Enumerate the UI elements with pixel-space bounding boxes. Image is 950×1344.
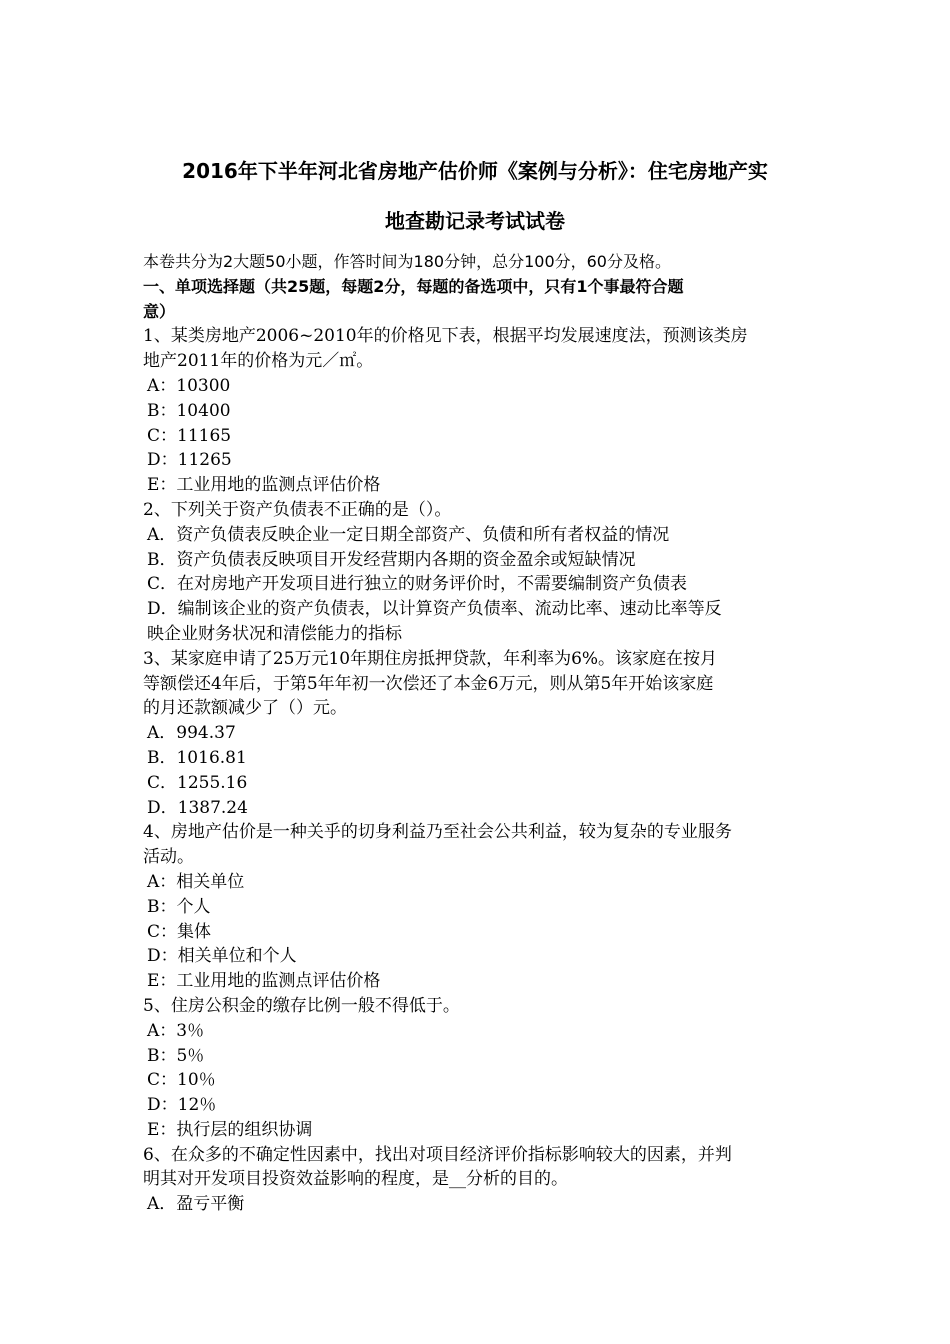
answer-option: A：3％	[147, 1020, 205, 1041]
answer-option: E：工业用地的监测点评估价格	[147, 971, 381, 992]
answer-option: E：工业用地的监测点评估价格	[147, 475, 381, 496]
answer-option: A．994.37	[147, 723, 236, 744]
question-4	[143, 820, 815, 994]
document-title-line-1: 2016年下半年河北省房地产估价师《案例与分析》：住宅房地产实	[182, 159, 768, 183]
answer-option: C：集体	[147, 921, 212, 942]
question-text: 6、在众多的不确定性因素中，找出对项目经济评价指标影响较大的因素，并判	[143, 1144, 732, 1165]
answer-option: A：相关单位	[147, 871, 245, 892]
answer-option: C．在对房地产开发项目进行独立的财务评价时，不需要编制资产负债表	[147, 574, 688, 595]
exam-intro: 本卷共分为2大题50小题，作答时间为180分钟，总分100分，60分及格。	[143, 252, 671, 271]
question-1	[143, 324, 815, 498]
answer-option: D：11265	[147, 450, 232, 471]
answer-option: C：10％	[147, 1070, 216, 1091]
answer-option: C：11165	[147, 425, 232, 446]
answer-option: D：相关单位和个人	[147, 946, 297, 967]
question-6	[143, 1143, 815, 1217]
answer-option: C．1255.16	[147, 772, 248, 793]
question-text: 的月还款额减少了（）元。	[143, 698, 347, 719]
answer-option: B．资产负债表反映项目开发经营期内各期的资金盈余或短缺情况	[147, 549, 636, 570]
question-text: 地产2011年的价格为元／㎡。	[143, 351, 374, 372]
section-heading-line-1: 一、单项选择题（共25题，每题2分，每题的备选项中，只有1个事最符合题	[143, 276, 684, 296]
question-text: 1、某类房地产2006~2010年的价格见下表，根据平均发展速度法，预测该类房	[143, 326, 748, 347]
answer-option: D．编制该企业的资产负债表，以计算资产负债率、流动比率、速动比率等反	[147, 599, 722, 620]
answer-option: A：10300	[147, 375, 231, 396]
question-text: 等额偿还4年后，于第5年年初一次偿还了本金6万元，则从第5年开始该家庭	[143, 673, 714, 694]
question-text: 4、房地产估价是一种关乎的切身利益乃至社会公共利益，较为复杂的专业服务	[143, 822, 732, 843]
answer-option: B：5％	[147, 1045, 205, 1066]
section-heading-line-2: 意）	[143, 301, 176, 321]
question-list	[143, 324, 815, 1217]
question-text: 3、某家庭申请了25万元10年期住房抵押贷款，年利率为6%。该家庭在按月	[143, 648, 718, 669]
answer-option: B．1016.81	[147, 747, 247, 768]
question-3	[143, 647, 815, 821]
answer-option: D：12％	[147, 1095, 217, 1116]
question-text: 活动。	[143, 847, 194, 868]
answer-option: B：10400	[147, 400, 231, 421]
question-text: 明其对开发项目投资效益影响的程度，是__分析的目的。	[143, 1169, 568, 1190]
document-body	[143, 250, 815, 1217]
answer-option: E：执行层的组织协调	[147, 1119, 313, 1140]
question-2	[143, 498, 815, 647]
answer-option: A．盈亏平衡	[147, 1194, 245, 1215]
document-title-line-2: 地查勘记录考试试卷	[385, 209, 565, 233]
question-text: 5、住房公积金的缴存比例一般不得低于。	[143, 995, 460, 1016]
question-5	[143, 994, 815, 1143]
answer-option: B：个人	[147, 896, 211, 917]
answer-option: A．资产负债表反映企业一定日期全部资产、负债和所有者权益的情况	[147, 524, 670, 545]
question-text: 2、下列关于资产负债表不正确的是（）。	[143, 499, 452, 520]
answer-option: D．1387.24	[147, 797, 248, 818]
answer-option: 映企业财务状况和清偿能力的指标	[147, 623, 402, 644]
